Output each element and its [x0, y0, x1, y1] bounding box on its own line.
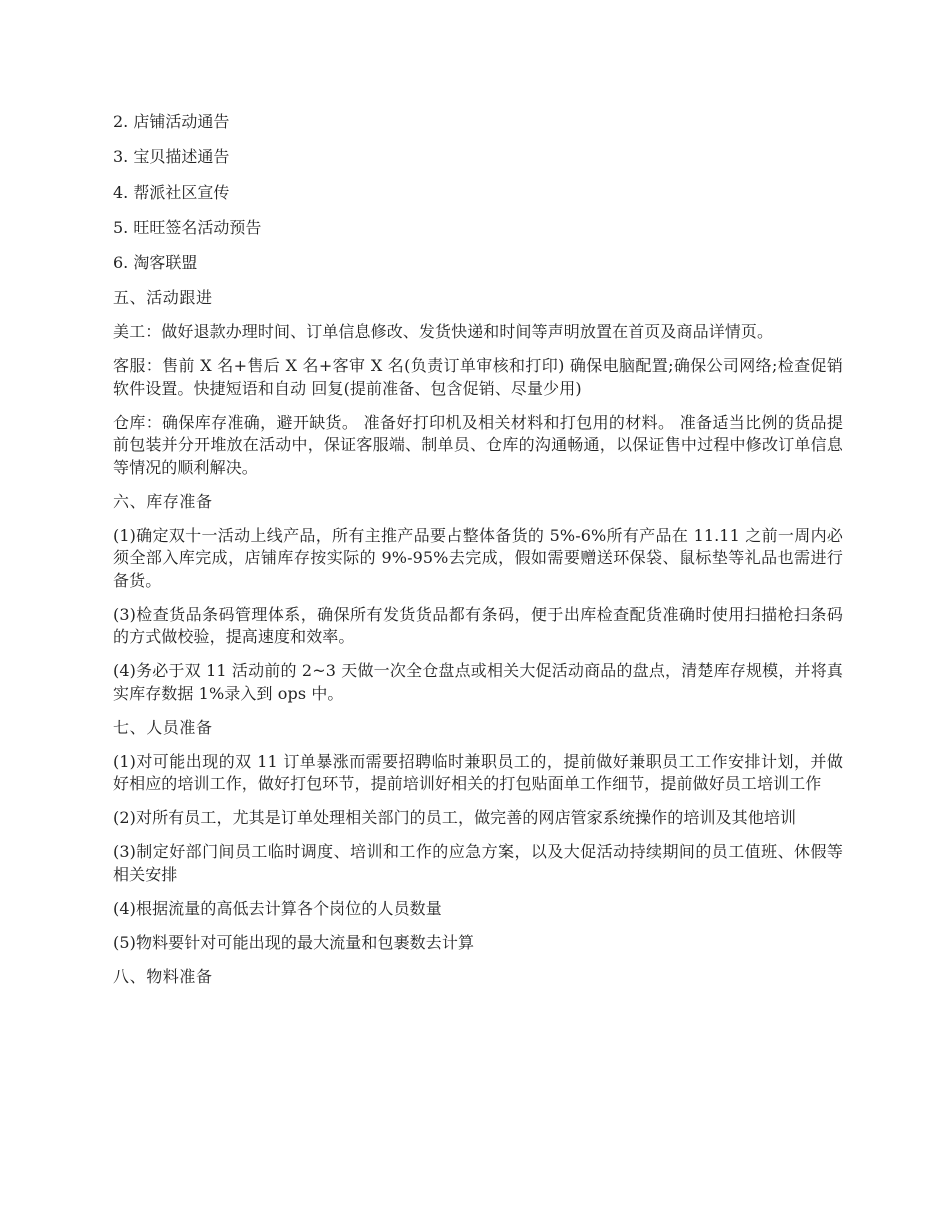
section-heading-materials: 八、物料准备	[113, 966, 213, 986]
list-item: 5. 旺旺签名活动预告	[113, 217, 262, 237]
paragraph-warehouse: 仓库：确保库存准确，避开缺货。 准备好打印机及相关材料和打包用的材料。 准备适当比例的货品提前包装并分开堆放在活动中，保证客服端、制单员、仓库的沟通畅通，以保证售中过程中修改订单信息等情况的顺利解决。	[113, 412, 843, 477]
section-heading-inventory: 六、库存准备	[113, 491, 213, 511]
paragraph-staff-3: (3)制定好部门间员工临时调度、培训和工作的应急方案，以及大促活动持续期间的员工值班、休假等相关安排	[113, 842, 843, 884]
section-heading-activity-followup: 五、活动跟进	[113, 288, 213, 308]
paragraph-customer-service: 客服：售前 X 名+售后 X 名+客审 X 名(负责订单审核和打印) 确保电脑配置;确保公司网络;检查促销软件设置。快捷短语和自动 回复(提前准备、包含促销、尽量少用)	[113, 356, 843, 398]
paragraph-staff-2: (2)对所有员工，尤其是订单处理相关部门的员工，做完善的网店管家系统操作的培训及其他培训	[113, 808, 797, 828]
paragraph-designer: 美工：做好退款办理时间、订单信息修改、发货快递和时间等声明放置在首页及商品详情页。	[113, 322, 774, 342]
list-item: 2. 店铺活动通告	[113, 112, 230, 131]
list-item: 6. 淘客联盟	[113, 253, 198, 273]
paragraph-inventory-1: (1)确定双十一活动上线产品，所有主推产品要占整体备货的 5%-6%所有产品在 11.11 之前一周内必须全部入库完成，店铺库存按实际的 9%-95%去完成，假如需要赠送环保袋、鼠标垫等礼品也需进行备货。	[113, 525, 843, 590]
paragraph-inventory-3: (3)检查货品条码管理体系，确保所有发货货品都有条码，便于出库检查配货准确时使用扫描枪扫条码的方式做校验，提高速度和效率。	[113, 604, 843, 647]
list-item: 3. 宝贝描述通告	[113, 147, 230, 167]
list-item: 4. 帮派社区宣传	[113, 182, 230, 202]
paragraph-staff-1: (1)对可能出现的双 11 订单暴涨而需要招聘临时兼职员工的，提前做好兼职员工工作安排计划，并做好相应的培训工作，做好打包环节，提前培训好相关的打包贴面单工作细节，提前做好员工培训工作	[113, 751, 843, 794]
paragraph-staff-5: (5)物料要针对可能出现的最大流量和包裹数去计算	[113, 932, 475, 952]
document-body	[113, 111, 843, 1000]
paragraph-staff-4: (4)根据流量的高低去计算各个岗位的人员数量	[113, 898, 442, 918]
paragraph-inventory-4: (4)务必于双 11 活动前的 2~3 天做一次全仓盘点或相关大促活动商品的盘点，清楚库存规模，并将真实库存数据 1%录入到 ops 中。	[113, 661, 843, 703]
section-heading-staff: 七、人员准备	[113, 717, 213, 737]
